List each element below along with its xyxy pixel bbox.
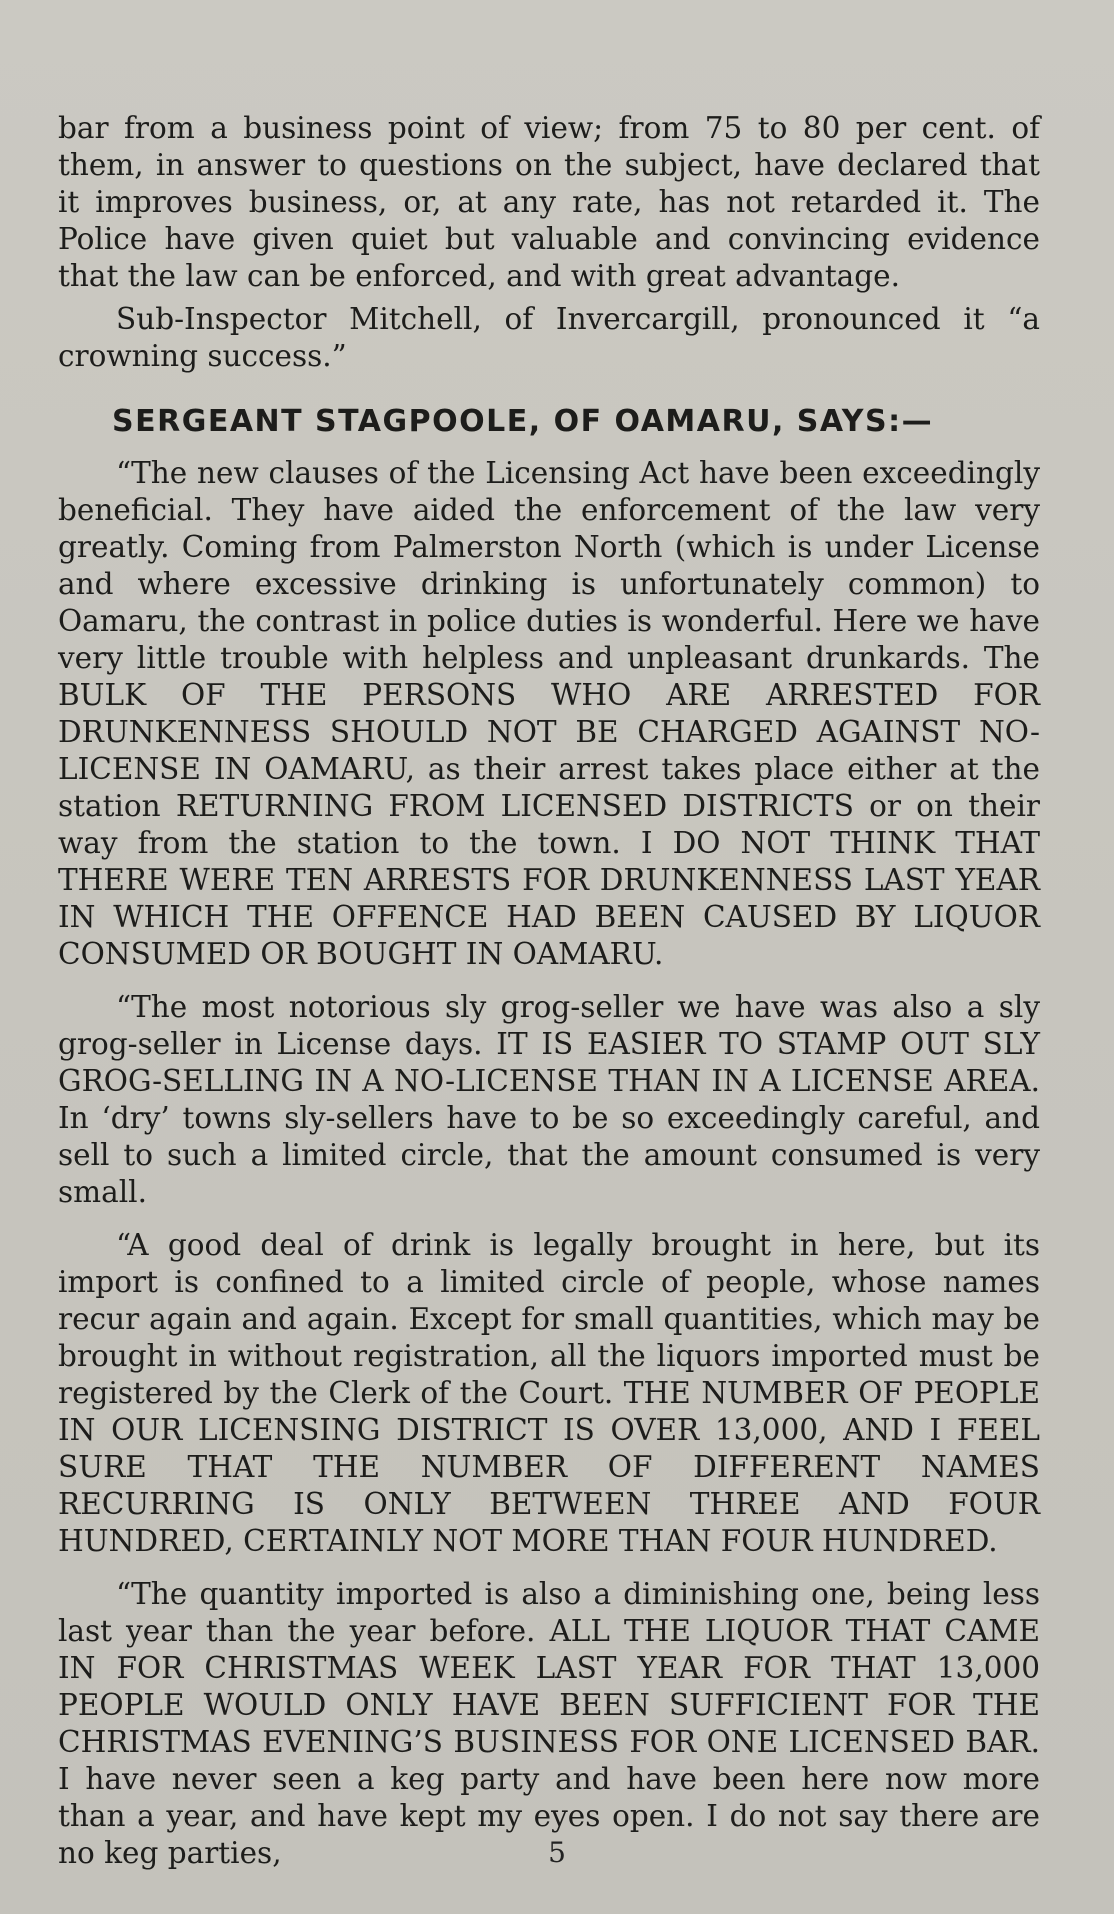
paragraph-licensing-act: “The new clauses of the Licensing Act have been exceedingly beneficial. They have aided the enforcement of the law very greatly. Coming from Palmerston North (which is under License and where excessive drinking is unfortunately common) to Oamaru, the contrast in police duties is wonderful. Here we have very little trouble with helpless and unpleasant drunkards. The BULK OF THE PERSONS WHO ARE ARRESTED FOR DRUNKENNESS SHOULD NOT BE CHARGED AGAINST NO-LICENSE IN OAMARU, as their arrest takes place either at the station RETURNING FROM LICENSED DISTRICTS or on their way from the station to the town. I DO NOT THINK THAT THERE WERE TEN ARRESTS FOR DRUNKENNESS LAST YEAR IN WHICH THE OFFENCE HAD BEEN CAUSED BY LIQUOR CONSUMED OR BOUGHT IN OAMARU.: [58, 456, 1040, 971]
paragraph-quantity-imported: “The quantity imported is also a diminishing one, being less last year than the year before. ALL THE LIQUOR THAT CAME IN FOR CHRISTMAS WEEK LAST YEAR FOR THAT 13,000 PEOPLE WOULD ONLY HAVE BEEN SUFFICIENT FOR THE CHRISTMAS EVENING’S BUSINESS FOR ONE LICENSED BAR. I have never seen a keg party and have been here now more than a year, and have kept my eyes open. I do not say there are no keg parties,: [58, 1577, 1040, 1870]
paragraph-sub-inspector: Sub-Inspector Mitchell, of Invercargill, pronounced it “a crowning success.”: [58, 302, 1040, 373]
paragraph-sly-grog: “The most notorious sly grog-seller we have was also a sly grog-seller in License days. IT IS EASIER TO STAMP OUT SLY GROG-SELLING IN A NO-LICENSE THAN IN A LICENSE AREA. In ‘dry’ towns sly-sellers have to be so exceedingly careful, and sell to such a limited circle, that the amount consumed is very small.: [58, 990, 1040, 1209]
paragraph-drink-import: “A good deal of drink is legally brought in here, but its import is confined to a limited circle of people, whose names recur again and again. Except for small quantities, which may be brought in without registration, all the liquors imported must be registered by the Clerk of the Court. THE NUMBER OF PEOPLE IN OUR LICENSING DISTRICT IS OVER 13,000, AND I FEEL SURE THAT THE NUMBER OF DIFFERENT NAMES RECURRING IS ONLY BETWEEN THREE AND FOUR HUNDRED, CERTAINLY NOT MORE THAN FOUR HUNDRED.: [58, 1228, 1040, 1558]
section-heading: SERGEANT STAGPOOLE, OF OAMARU, SAYS:—: [112, 404, 934, 439]
page-number: 5: [548, 1836, 566, 1869]
paragraph-business-view: bar from a business point of view; from 75 to 80 per cent. of them, in answer to questions on the subject, have declared that it improves business, or, at any rate, has not retarded it. The Police have given quiet but valuable and convincing evidence that the law can be enforced, and with great advantage.: [58, 111, 1040, 293]
page-content: [58, 110, 1040, 1888]
